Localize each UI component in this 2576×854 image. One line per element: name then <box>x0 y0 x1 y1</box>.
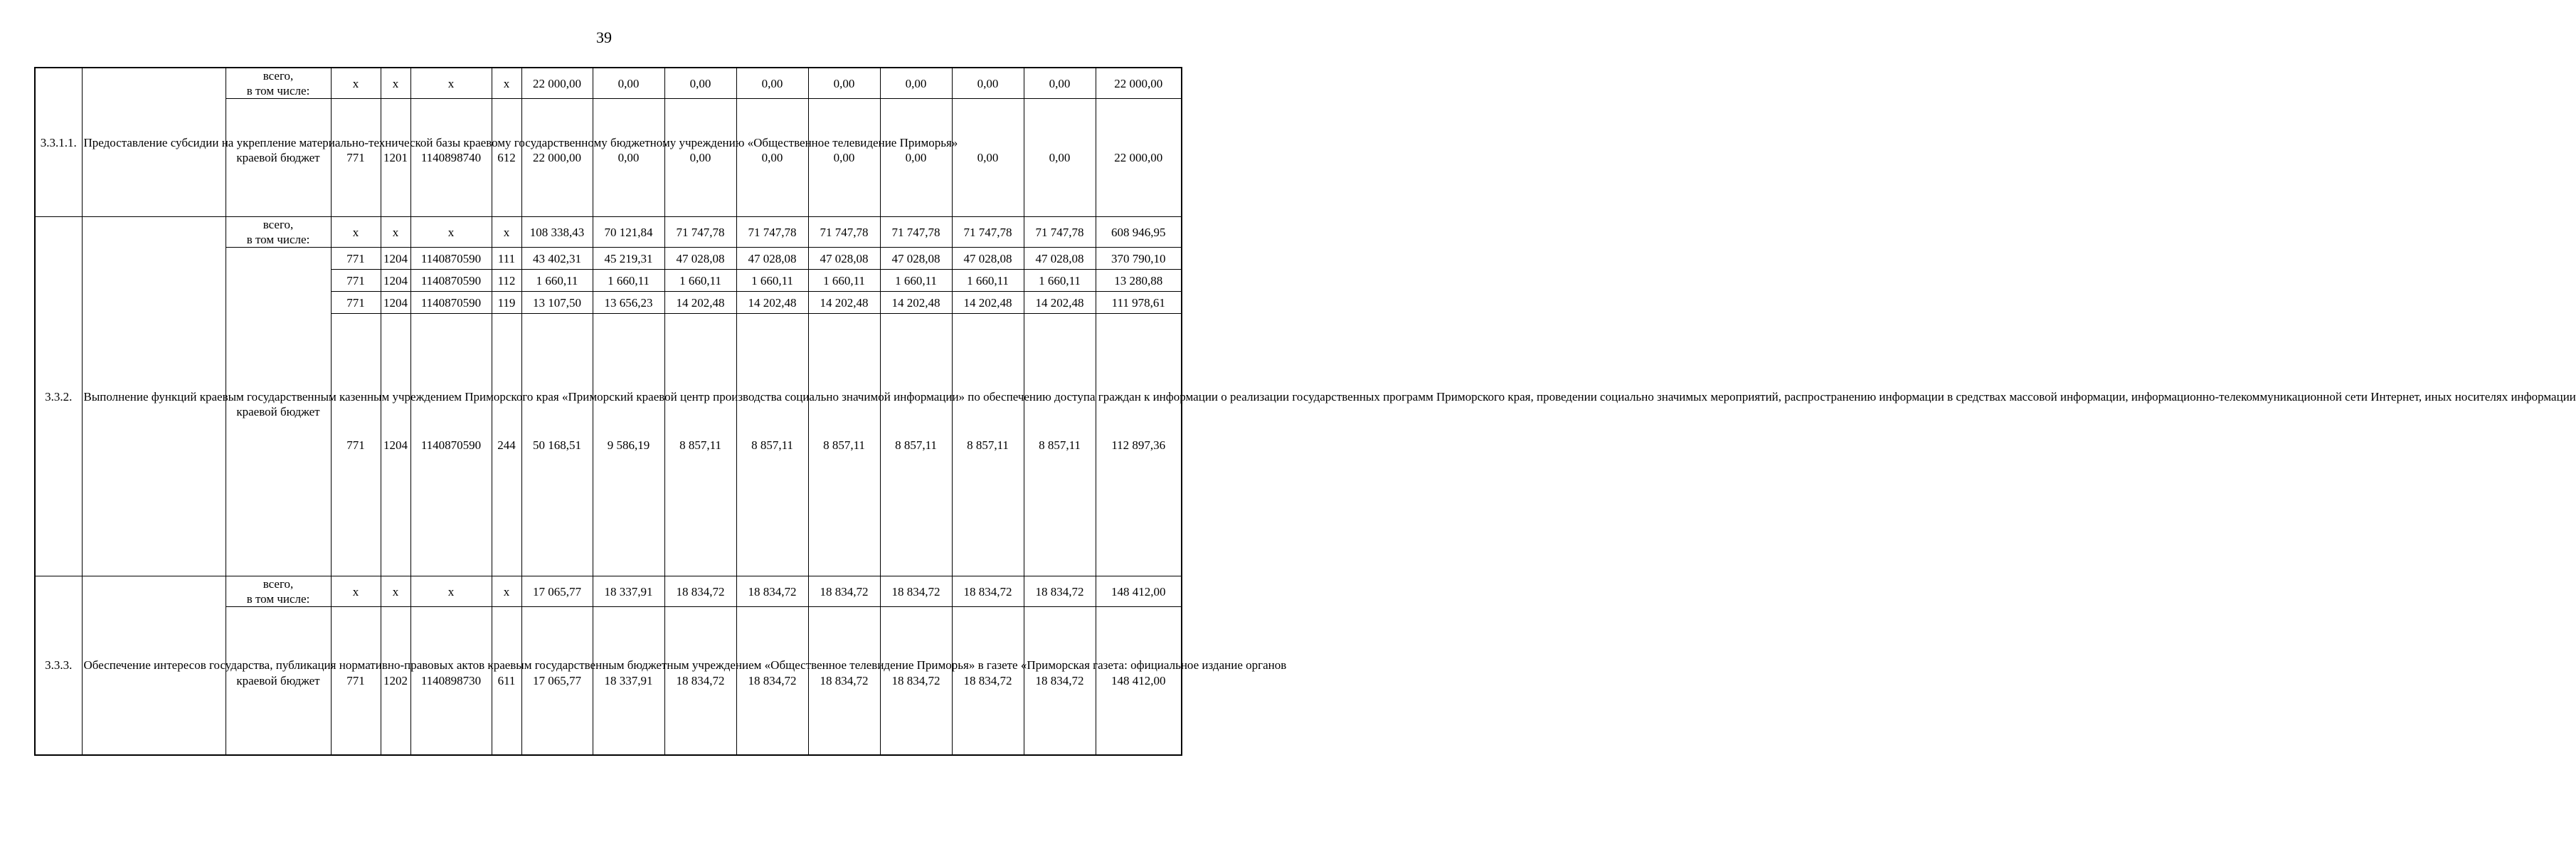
total-cell: 112 897,36 <box>1096 314 1182 576</box>
value-cell: 18 834,72 <box>664 607 736 755</box>
page-number: 39 <box>596 28 612 46</box>
vr-cell: х <box>492 576 521 607</box>
value-cell: 1 660,11 <box>1024 270 1096 292</box>
value-cell: 14 202,48 <box>1024 292 1096 314</box>
value-cell: 0,00 <box>1024 99 1096 217</box>
value-cell: 14 202,48 <box>880 292 952 314</box>
rz-cell: 1204 <box>381 292 410 314</box>
value-cell: 71 747,78 <box>736 217 808 248</box>
item-code: 3.3.1.1. <box>35 68 82 217</box>
value-cell: 0,00 <box>952 68 1024 99</box>
rz-cell: 1204 <box>381 314 410 576</box>
total-cell: 370 790,10 <box>1096 248 1182 270</box>
value-cell: 71 747,78 <box>808 217 880 248</box>
vr-cell: 612 <box>492 99 521 217</box>
vr-cell: х <box>492 68 521 99</box>
total-cell: 608 946,95 <box>1096 217 1182 248</box>
value-cell: 108 338,43 <box>521 217 593 248</box>
value-cell: 9 586,19 <box>593 314 664 576</box>
value-cell: 22 000,00 <box>521 99 593 217</box>
value-cell: 18 834,72 <box>880 607 952 755</box>
csr-cell: 1140898730 <box>410 607 492 755</box>
value-cell: 47 028,08 <box>664 248 736 270</box>
value-cell: 0,00 <box>880 99 952 217</box>
value-cell: 45 219,31 <box>593 248 664 270</box>
funding-source: всего, в том числе: <box>226 576 331 607</box>
value-cell: 18 834,72 <box>952 607 1024 755</box>
value-cell: 1 660,11 <box>521 270 593 292</box>
item-name: Обеспечение интересов государства, публикация нормативно-правовых актов краевым государственным бюджетным учреждением «Общественное телевидение Приморья» в газете «Приморская газета: официальное издание органов <box>82 576 226 755</box>
grbs-cell: 771 <box>331 314 381 576</box>
value-cell: 71 747,78 <box>880 217 952 248</box>
value-cell: 43 402,31 <box>521 248 593 270</box>
value-cell: 70 121,84 <box>593 217 664 248</box>
rz-cell: 1204 <box>381 270 410 292</box>
value-cell: 17 065,77 <box>521 576 593 607</box>
value-cell: 71 747,78 <box>664 217 736 248</box>
csr-cell: х <box>410 576 492 607</box>
rz-cell: 1201 <box>381 99 410 217</box>
value-cell: 8 857,11 <box>952 314 1024 576</box>
csr-cell: 1140870590 <box>410 270 492 292</box>
total-cell: 22 000,00 <box>1096 68 1182 99</box>
value-cell: 8 857,11 <box>808 314 880 576</box>
value-cell: 1 660,11 <box>736 270 808 292</box>
value-cell: 18 337,91 <box>593 607 664 755</box>
value-cell: 1 660,11 <box>808 270 880 292</box>
value-cell: 8 857,11 <box>736 314 808 576</box>
value-cell: 0,00 <box>952 99 1024 217</box>
value-cell: 1 660,11 <box>664 270 736 292</box>
funding-source: краевой бюджет <box>226 248 331 576</box>
value-cell: 47 028,08 <box>736 248 808 270</box>
total-cell: 111 978,61 <box>1096 292 1182 314</box>
funding-source: краевой бюджет <box>226 607 331 755</box>
total-cell: 13 280,88 <box>1096 270 1182 292</box>
value-cell: 0,00 <box>880 68 952 99</box>
value-cell: 0,00 <box>593 99 664 217</box>
value-cell: 0,00 <box>736 99 808 217</box>
csr-cell: 1140870590 <box>410 248 492 270</box>
value-cell: 0,00 <box>593 68 664 99</box>
value-cell: 18 337,91 <box>593 576 664 607</box>
value-cell: 50 168,51 <box>521 314 593 576</box>
grbs-cell: х <box>331 217 381 248</box>
value-cell: 18 834,72 <box>664 576 736 607</box>
value-cell: 18 834,72 <box>808 607 880 755</box>
vr-cell: 111 <box>492 248 521 270</box>
vr-cell: 244 <box>492 314 521 576</box>
value-cell: 47 028,08 <box>1024 248 1096 270</box>
grbs-cell: 771 <box>331 607 381 755</box>
value-cell: 8 857,11 <box>1024 314 1096 576</box>
value-cell: 1 660,11 <box>880 270 952 292</box>
value-cell: 14 202,48 <box>952 292 1024 314</box>
rz-cell: х <box>381 576 410 607</box>
csr-cell: х <box>410 217 492 248</box>
value-cell: 18 834,72 <box>952 576 1024 607</box>
rz-cell: х <box>381 68 410 99</box>
value-cell: 18 834,72 <box>1024 576 1096 607</box>
value-cell: 18 834,72 <box>736 576 808 607</box>
budget-table <box>34 67 2576 756</box>
vr-cell: х <box>492 217 521 248</box>
value-cell: 0,00 <box>736 68 808 99</box>
value-cell: 0,00 <box>808 68 880 99</box>
value-cell: 47 028,08 <box>952 248 1024 270</box>
rz-cell: х <box>381 217 410 248</box>
csr-cell: х <box>410 68 492 99</box>
item-code: 3.3.2. <box>35 217 82 576</box>
value-cell: 47 028,08 <box>880 248 952 270</box>
item-name: Предоставление субсидии на укрепление материально-технической базы краевому государственному бюджетному учреждению «Общественное телевидение Приморья» <box>82 68 226 217</box>
table-row <box>35 576 1182 607</box>
value-cell: 1 660,11 <box>952 270 1024 292</box>
rz-cell: 1202 <box>381 607 410 755</box>
value-cell: 14 202,48 <box>664 292 736 314</box>
value-cell: 13 656,23 <box>593 292 664 314</box>
value-cell: 8 857,11 <box>880 314 952 576</box>
funding-source: всего, в том числе: <box>226 217 331 248</box>
funding-source: всего, в том числе: <box>226 68 331 99</box>
value-cell: 13 107,50 <box>521 292 593 314</box>
table-row <box>35 68 1182 99</box>
item-code: 3.3.3. <box>35 576 82 755</box>
value-cell: 18 834,72 <box>808 576 880 607</box>
grbs-cell: 771 <box>331 248 381 270</box>
csr-cell: 1140898740 <box>410 99 492 217</box>
value-cell: 14 202,48 <box>736 292 808 314</box>
value-cell: 18 834,72 <box>1024 607 1096 755</box>
value-cell: 1 660,11 <box>593 270 664 292</box>
value-cell: 8 857,11 <box>664 314 736 576</box>
funding-source: краевой бюджет <box>226 99 331 217</box>
total-cell: 148 412,00 <box>1096 576 1182 607</box>
value-cell: 0,00 <box>664 99 736 217</box>
value-cell: 71 747,78 <box>1024 217 1096 248</box>
vr-cell: 112 <box>492 270 521 292</box>
csr-cell: 1140870590 <box>410 314 492 576</box>
value-cell: 22 000,00 <box>521 68 593 99</box>
total-cell: 148 412,00 <box>1096 607 1182 755</box>
grbs-cell: 771 <box>331 99 381 217</box>
vr-cell: 611 <box>492 607 521 755</box>
table-row <box>35 217 1182 248</box>
grbs-cell: 771 <box>331 270 381 292</box>
value-cell: 18 834,72 <box>736 607 808 755</box>
grbs-cell: х <box>331 576 381 607</box>
value-cell: 0,00 <box>808 99 880 217</box>
total-cell: 22 000,00 <box>1096 99 1182 217</box>
value-cell: 71 747,78 <box>952 217 1024 248</box>
grbs-cell: х <box>331 68 381 99</box>
value-cell: 17 065,77 <box>521 607 593 755</box>
value-cell: 47 028,08 <box>808 248 880 270</box>
vr-cell: 119 <box>492 292 521 314</box>
value-cell: 0,00 <box>1024 68 1096 99</box>
value-cell: 14 202,48 <box>808 292 880 314</box>
rz-cell: 1204 <box>381 248 410 270</box>
value-cell: 18 834,72 <box>880 576 952 607</box>
grbs-cell: 771 <box>331 292 381 314</box>
item-name: Выполнение функций краевым государственным казенным учреждением Приморского края «Приморский краевой центр производства социально значимой информации» по обеспечению доступа граждан к информации о реализации государственных программ Приморского края, проведении социально значимых мероприятий, распространению информации в средствах массовой информации, информационно-телекоммуникационной сети Интернет, иных носителях информации <box>82 217 226 576</box>
csr-cell: 1140870590 <box>410 292 492 314</box>
value-cell: 0,00 <box>664 68 736 99</box>
